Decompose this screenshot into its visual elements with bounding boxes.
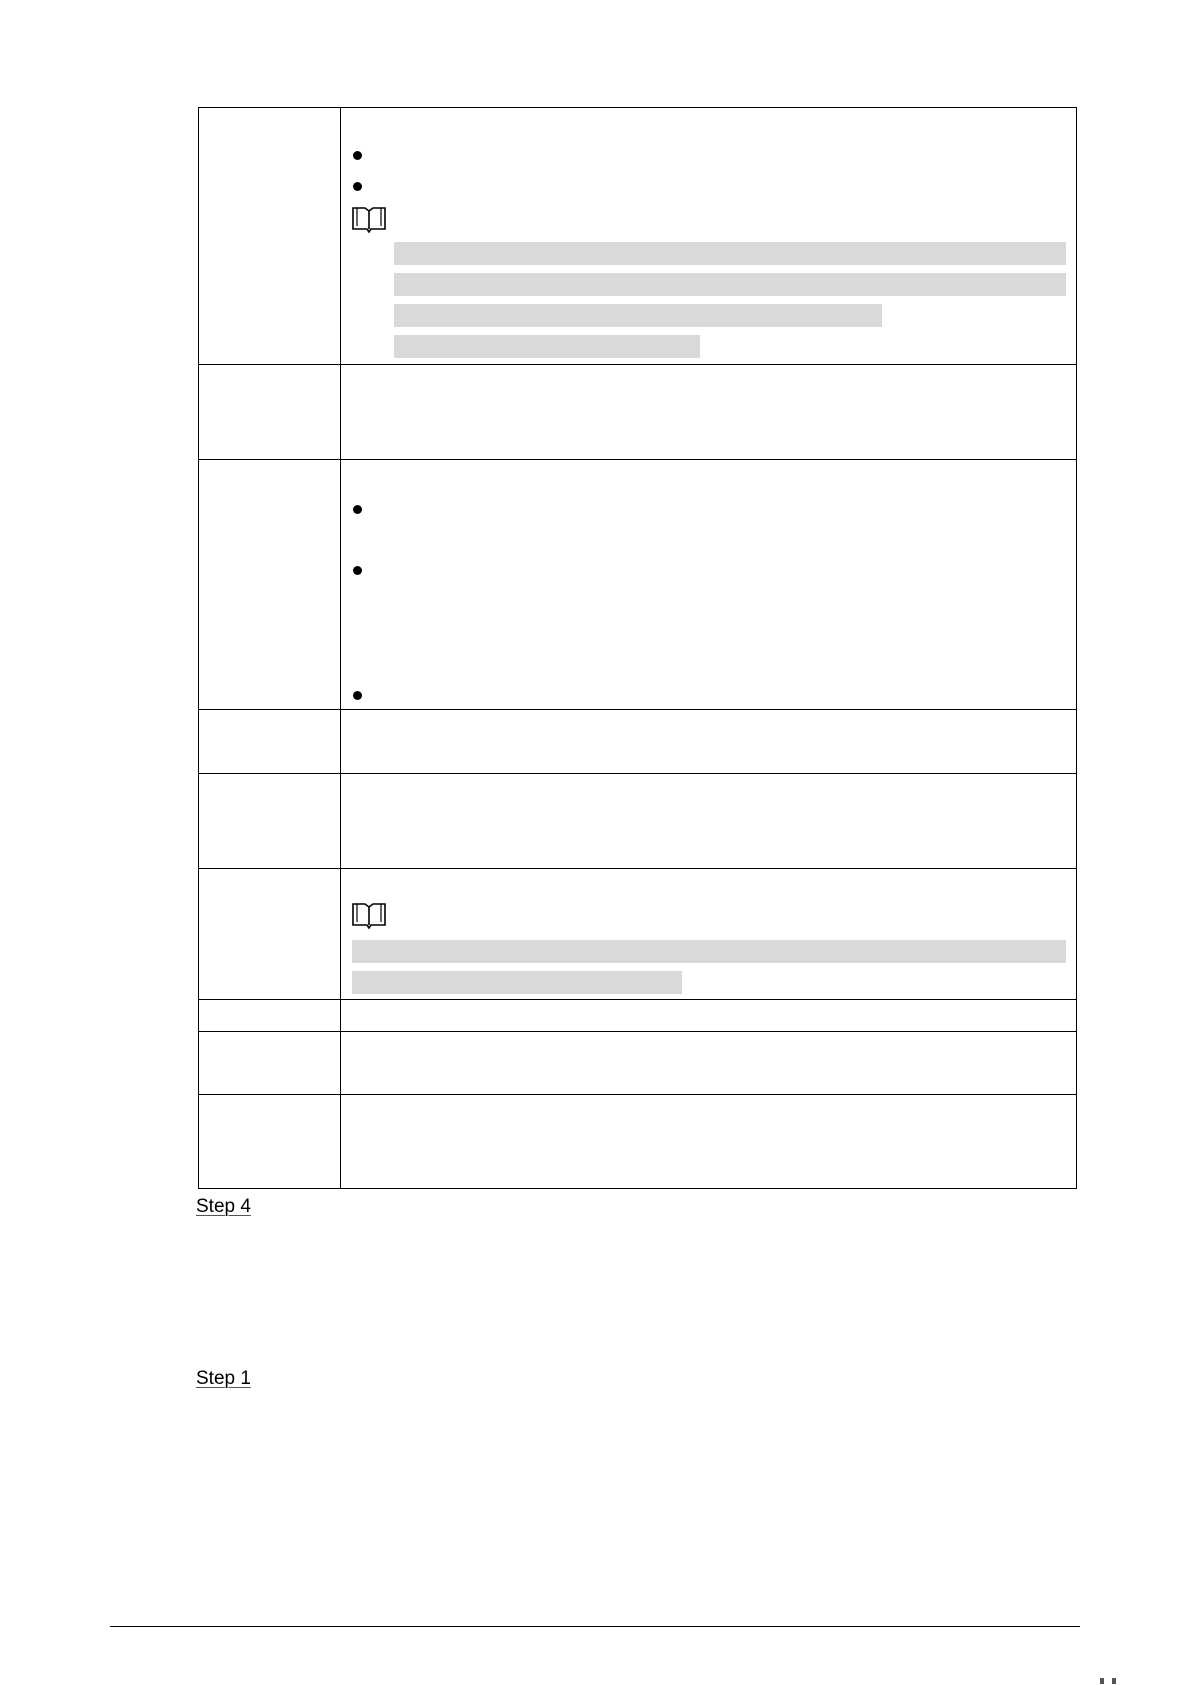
table-row xyxy=(199,108,1077,365)
description-cell xyxy=(341,108,1077,365)
description-cell xyxy=(341,1032,1077,1095)
note-highlight-bar xyxy=(394,335,700,358)
parameter-cell xyxy=(199,710,341,774)
note-highlight-bar xyxy=(352,971,682,994)
note-highlight-bar xyxy=(394,242,1066,265)
step-1-label: Step 1 xyxy=(196,1368,251,1389)
page-edge-mark xyxy=(1112,1678,1116,1684)
bullet-dot-icon xyxy=(353,151,362,160)
bullet-dot-icon xyxy=(353,182,362,191)
parameter-cell xyxy=(199,1032,341,1095)
parameter-cell xyxy=(199,869,341,1000)
parameter-cell xyxy=(199,774,341,869)
table-row xyxy=(199,774,1077,869)
book-note-icon xyxy=(351,205,387,233)
parameter-cell xyxy=(199,460,341,710)
description-cell xyxy=(341,1000,1077,1032)
description-cell xyxy=(341,710,1077,774)
parameter-cell xyxy=(199,1000,341,1032)
table-row xyxy=(199,1032,1077,1095)
table-row xyxy=(199,460,1077,710)
description-cell xyxy=(341,869,1077,1000)
note-highlight-bar xyxy=(394,304,882,327)
parameter-table xyxy=(198,107,1077,1189)
bullet-dot-icon xyxy=(353,691,362,700)
parameter-cell xyxy=(199,1095,341,1189)
table-row xyxy=(199,1095,1077,1189)
page-edge-mark xyxy=(1100,1678,1104,1684)
footer-rule xyxy=(110,1626,1080,1627)
table-row xyxy=(199,869,1077,1000)
description-cell xyxy=(341,774,1077,869)
note-highlight-bar xyxy=(352,940,1066,963)
description-cell xyxy=(341,460,1077,710)
bullet-dot-icon xyxy=(353,505,362,514)
description-cell xyxy=(341,1095,1077,1189)
description-cell xyxy=(341,365,1077,460)
note-highlight-bar xyxy=(394,273,1066,296)
table-row xyxy=(199,710,1077,774)
table-row xyxy=(199,365,1077,460)
table-row xyxy=(199,1000,1077,1032)
parameter-cell xyxy=(199,365,341,460)
bullet-dot-icon xyxy=(353,566,362,575)
parameter-cell xyxy=(199,108,341,365)
book-note-icon xyxy=(351,901,387,929)
step-4-label: Step 4 xyxy=(196,1196,251,1217)
